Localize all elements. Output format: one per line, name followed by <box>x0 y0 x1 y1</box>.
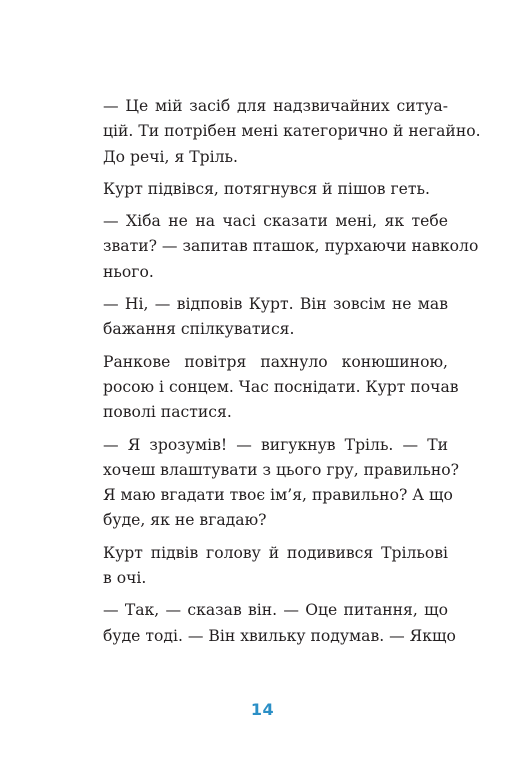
text-line: Ранкове повітря пахнуло конюшиною, <box>103 352 448 371</box>
paragraph <box>103 292 448 343</box>
page-number: 14 <box>250 700 275 719</box>
text-line: буде тоді. — Він хвильку подумав. — Якщо <box>103 626 456 645</box>
text-line: буде, як не вгадаю? <box>103 511 267 530</box>
text-line: бажання спілкуватися. <box>103 320 295 339</box>
paragraph <box>103 598 456 649</box>
text-line: До речі, я Тріль. <box>103 147 238 166</box>
paragraph <box>103 94 481 170</box>
text-line: Курт підвів голову й подивився Трільові <box>103 543 448 562</box>
text-line: Курт підвівся, потягнувся й пішов геть. <box>103 179 430 198</box>
paragraph <box>103 177 448 202</box>
text-line: хочеш влаштувати з цього гру, правильно? <box>103 460 460 479</box>
text-line: звати? — запитав пташок, пурхаючи навколо <box>103 237 479 256</box>
text-line: Я маю вгадати твоє ім’я, правильно? А що <box>103 486 453 505</box>
paragraph <box>103 209 479 285</box>
text-line: — Хіба не на часі сказати мені, як тебе <box>103 212 448 231</box>
text-line: — Я зрозумів! — вигукнув Тріль. — Ти <box>103 435 448 454</box>
text-line: — Ні, — відповів Курт. Він зовсім не мав <box>103 295 448 314</box>
text-line: нього. <box>103 262 154 281</box>
text-line: — Так, — сказав він. — Оце питання, що <box>103 601 448 620</box>
text-line: росою і сонцем. Час поснідати. Курт почав <box>103 377 459 396</box>
text-line: — Це мій засіб для надзвичайних ситуа- <box>103 97 448 115</box>
body-text <box>103 94 481 656</box>
text-line: поволі пастися. <box>103 403 232 422</box>
paragraph <box>103 541 448 592</box>
text-line: цій. Ти потрібен мені категорично й негайно. <box>103 122 481 141</box>
text-line: в очі. <box>103 569 147 588</box>
paragraph <box>103 433 460 534</box>
paragraph <box>103 350 459 426</box>
